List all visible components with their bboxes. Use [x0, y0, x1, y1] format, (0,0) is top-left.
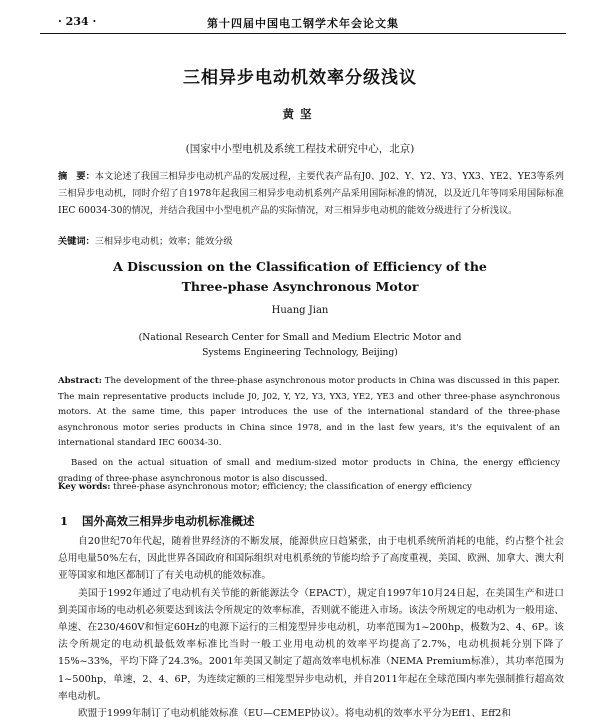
english-author: Huang Jian [271, 305, 329, 316]
english-keywords-text: three-phase asynchronous motor; efficiency; the classification of energy efficiency [113, 482, 472, 492]
header-rule [40, 33, 566, 34]
chinese-author: 黄坚 [282, 107, 318, 121]
english-abstract-label: Abstract: [58, 376, 102, 386]
english-keywords [58, 480, 560, 494]
chinese-affiliation: (国家中小型电机及系统工程技术研究中心，北京) [185, 143, 415, 155]
english-abstract-paragraph2: Based on the actual situation of small and medium-sized motor products in China, the energy efficiency grading of three-phase asynchronous motor is also discussed. [58, 458, 560, 484]
chinese-abstract [58, 168, 564, 219]
chinese-title: 三相异步电动机效率分级浅议 [183, 68, 417, 88]
english-abstract-text: The development of the three-phase asynchronous motor products in China was discussed in this paper. The main representative products include J0, J02, Y, Y2, Y3, YX3, YE2, YE3 and other three-phase asynchronous motors. At the same time, this paper introduces the use of the international standard of the three-phase asynchronous motor series products in China since 1978, and in the last few years, it's the equivalent of an international standard IEC 60034-30. [58, 376, 560, 449]
english-title-line2: Three-phase Asynchronous Motor [181, 279, 419, 294]
english-title [0, 257, 600, 297]
chinese-keywords-label: 关键词： [58, 236, 95, 247]
running-head [40, 12, 566, 32]
section-number: 1 [60, 514, 69, 528]
body-paragraph: 美国于1992年通过了电动机有关节能的新能源法令（EPACT），规定自1997年10月24日起，在美国生产和进口到美国市场的电动机必须要达到该法令所规定的效率标准，否则就不能进入市场。该法令所规定的电动机为一般用途、单速、在230/460V和恒定60Hz的电源下运行的三相笼型异步电动机，功率范围为1~200hp，极数为2、4、6P。该法令所规定的电动机最低效率标准比当时一般工业用电动机的效率平均提高了2.7%，电动机损耗分别下降了15%~33%，平均下降了24.3%。2001年美国又制定了超高效率电机标准（NEMA Premium标准），其功率范围为1~500hp，单速，2、4、6P，为连续定额的三相笼型异步电动机，并自2011年起在全球范围内率先强制推行超高效率电动机。 [58, 587, 564, 702]
page-number: · 234 · [58, 15, 97, 28]
body-paragraph: 自20世纪70年代起，随着世界经济的不断发展，能源供应日趋紧张，由于电机系统所消耗的电能，约占整个社会总用电量50%左右，因此世界各国政府和国际组织对电机系统的节能均给予了高度重视，美国、欧洲、加拿大、澳大利亚等国家和地区都制订了有关电动机的能效标准。 [58, 536, 564, 582]
chinese-abstract-text: 本文论述了我国三相异步电动机产品的发展过程，主要代表产品有J0、J02、Y、Y2、Y3、YX3、YE2、YE3等系列三相异步电动机，同时介绍了自1978年起我国三相异步电动机系列产品采用国际标准的情况，以及近几年等同采用国际标准IEC 60034-30的情况，并结合我国中小型电机产品的实际情况，对三相异步电动机的能效分级进行了分析浅议。 [58, 171, 564, 216]
section-title: 国外高效三相异步电动机标准概述 [82, 514, 255, 528]
english-keywords-label: Key words: [58, 482, 111, 492]
body-paragraph: 欧盟于1999年制订了电动机能效标准（EU—CEMEP协议）。将电动机的效率水平分为Eff1、Eff2和 [78, 708, 511, 720]
section-heading [60, 513, 255, 529]
chinese-keywords-text: 三相异步电动机；效率；能效分级 [94, 236, 233, 247]
body-text [58, 533, 564, 722]
english-affiliation [0, 330, 600, 360]
english-abstract [58, 374, 560, 452]
chinese-abstract-label: 摘 要： [58, 171, 95, 182]
english-title-line1: A Discussion on the Classification of Efficiency of the [113, 259, 487, 274]
journal-title: 第十四届中国电工钢学术年会论文集 [207, 17, 399, 30]
english-affiliation-line2: Systems Engineering Technology, Beijing) [202, 347, 398, 358]
english-affiliation-line1: (National Research Center for Small and Medium Electric Motor and [138, 332, 462, 343]
chinese-keywords [58, 234, 564, 250]
